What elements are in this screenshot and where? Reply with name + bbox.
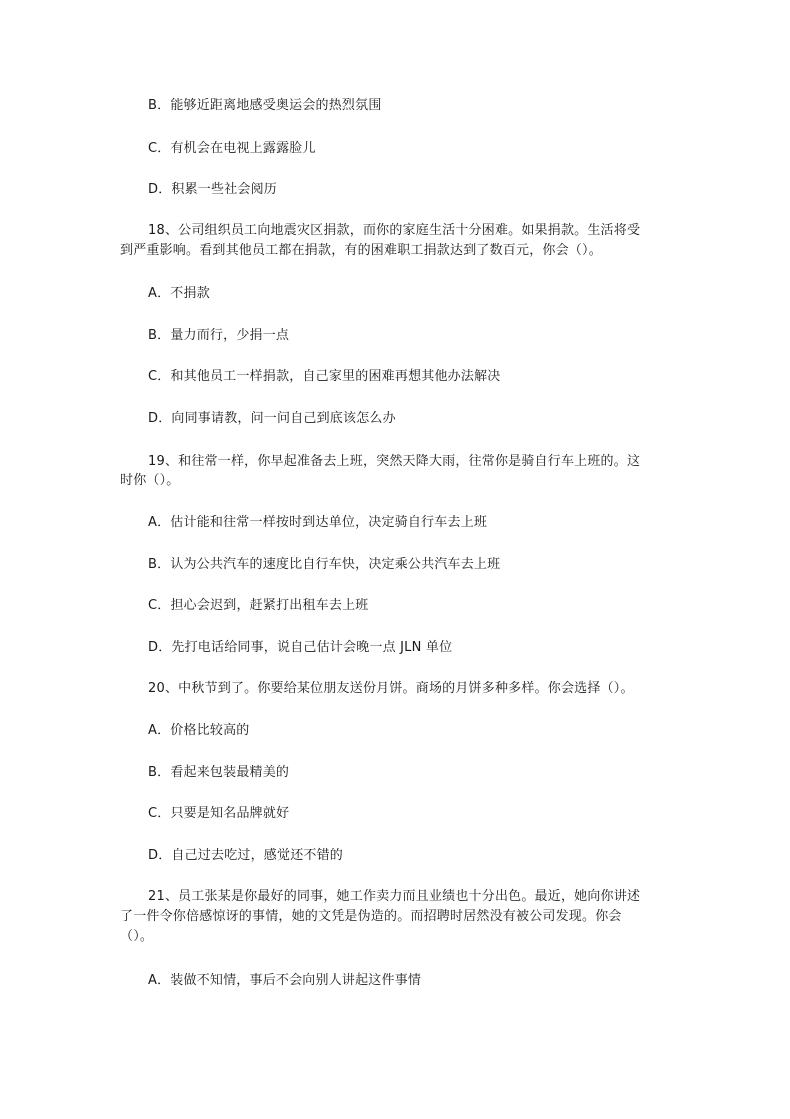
question-18-line-1: 18、公司组织员工向地震灾区捐款，而你的家庭生活十分困难。如果捐款。生活将受 xyxy=(148,223,641,238)
option-19-c: C．担心会迟到，赶紧打出租车去上班 xyxy=(148,598,369,613)
option-18-a: A．不捐款 xyxy=(148,286,210,301)
option-21-a: A．装做不知情，事后不会向别人讲起这件事情 xyxy=(148,973,422,988)
option-18-b: B．量力而行，少捐一点 xyxy=(148,328,290,343)
question-20-line-1: 20、中秋节到了。你要给某位朋友送份月饼。商场的月饼多种多样。你会选择（）。 xyxy=(148,681,634,696)
option-20-d: D．自己过去吃过，感觉还不错的 xyxy=(148,848,344,863)
option-17-c: C．有机会在电视上露露脸儿 xyxy=(148,141,316,156)
option-19-d: D．先打电话给同事，说自己估计会晚一点 JLN 单位 xyxy=(148,640,453,655)
option-20-c: C．只要是知名品牌就好 xyxy=(148,806,290,821)
question-19-line-1: 19、和往常一样，你早起准备去上班，突然天降大雨，往常你是骑自行车上班的。这 xyxy=(148,454,641,469)
question-21-line-1: 21、员工张某是你最好的同事，她工作卖力而且业绩也十分出色。最近，她向你讲述 xyxy=(148,889,641,904)
option-17-d: D．积累一些社会阅历 xyxy=(148,182,278,197)
option-18-d: D．向同事请教，问一问自己到底该怎么办 xyxy=(148,411,396,426)
question-18-line-2: 到严重影响。看到其他员工都在捐款，有的困难职工捐款达到了数百元，你会（）。 xyxy=(120,243,602,258)
option-19-a: A．估计能和往常一样按时到达单位，决定骑自行车去上班 xyxy=(148,515,488,530)
option-18-c: C．和其他员工一样捐款，自己家里的困难再想其他办法解决 xyxy=(148,369,501,384)
question-19-line-2: 时你（）。 xyxy=(120,473,180,488)
option-20-a: A．价格比较高的 xyxy=(148,723,250,738)
question-21-line-3: （）。 xyxy=(120,929,154,944)
option-19-b: B．认为公共汽车的速度比自行车快，决定乘公共汽车去上班 xyxy=(148,557,501,572)
option-20-b: B．看起来包装最精美的 xyxy=(148,765,290,780)
option-17-b: B．能够近距离地感受奥运会的热烈氛围 xyxy=(148,98,382,113)
question-21-line-2: 了一件令你倍感惊讶的事情，她的文凭是伪造的。而招聘时居然没有被公司发现。你会 xyxy=(120,909,622,924)
